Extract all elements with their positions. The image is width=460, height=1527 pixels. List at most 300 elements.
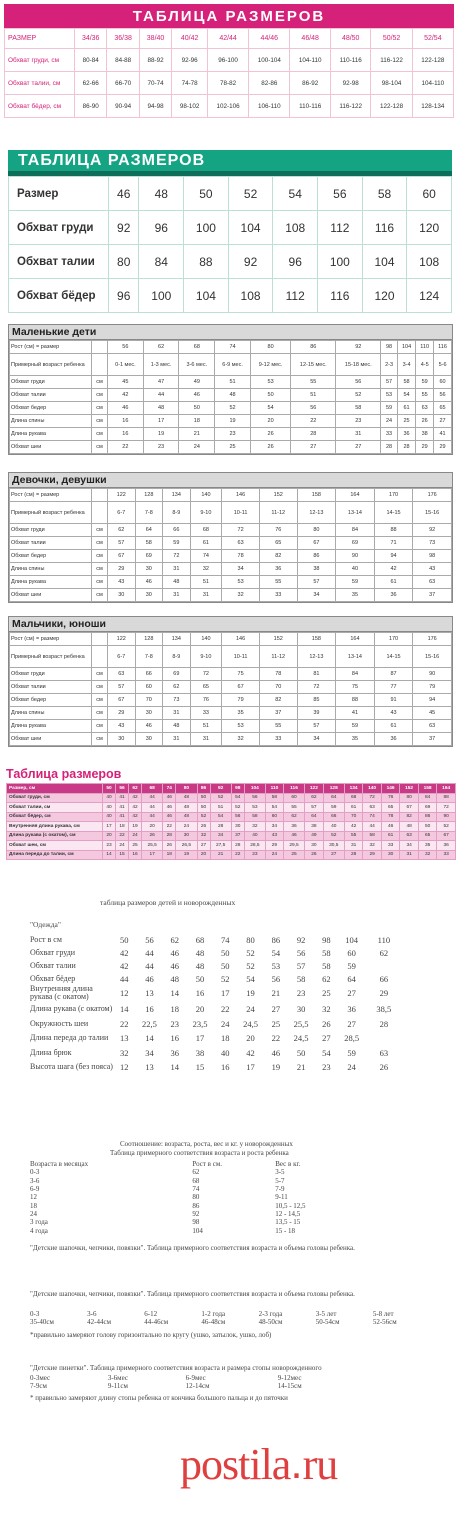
table-row — [9, 177, 452, 211]
table-cell: 84 — [418, 793, 437, 803]
table-cell: 30 — [135, 589, 163, 602]
table-row — [30, 1030, 400, 1046]
table-cell: 46 — [135, 720, 163, 733]
table-cell: 82 — [259, 694, 297, 707]
table-cell: Длина переда до талии — [30, 1033, 109, 1042]
table-cell: 34 — [222, 563, 260, 576]
table-cell: 74 — [163, 784, 176, 794]
table-cell: Обхват талии — [10, 537, 92, 550]
table-cell: 100-104 — [249, 49, 290, 72]
table-cell: 56 — [145, 934, 154, 945]
table-cell: 22 — [163, 822, 176, 832]
table-cell: 57 — [297, 576, 336, 589]
table-cell: Обхват груди — [10, 524, 92, 537]
table-cell: 62 — [163, 681, 191, 694]
booties-measure-note: * правильно замеряют длину стопы ребенка от кончика большого пальца и до пяточки — [30, 1394, 288, 1402]
table-cell: 77 — [374, 681, 413, 694]
table-cell: 82-86 — [249, 72, 290, 95]
table-cell: 22,5 — [142, 1018, 157, 1029]
table-cell: 35 — [222, 707, 260, 720]
table-cell: 39 — [297, 707, 336, 720]
table-cell: 3 года — [30, 1218, 48, 1227]
table-cell: 34 — [265, 822, 283, 832]
table-cell: 67 — [437, 831, 456, 841]
table-cell: 66 — [323, 812, 344, 822]
table-cell: 27 — [271, 1004, 281, 1014]
table-cell: 50 — [418, 822, 437, 832]
table-cell: Обхват бедер — [10, 694, 92, 707]
table-cell — [92, 502, 108, 524]
table-cell: 108 — [407, 245, 452, 279]
table-cell: 84 — [336, 524, 375, 537]
table-title: таблица размеров детей и новорожденных — [100, 898, 236, 907]
table-cell: 29 — [108, 563, 136, 576]
table-cell: 128 — [135, 489, 163, 502]
table-cell: 26 — [416, 415, 434, 428]
table-cell: 28 — [163, 831, 176, 841]
table-cell: Обхват бедер — [10, 550, 92, 563]
table-cell: 1-3 мес. — [143, 354, 179, 376]
table-cell: 92-98 — [330, 72, 371, 95]
table-cell: 50 — [197, 803, 210, 813]
table-row — [9, 245, 452, 279]
table-cell: 54 — [397, 389, 415, 402]
table-cell: 32 — [197, 831, 210, 841]
table-cell: Обхват груди — [10, 376, 92, 389]
table-cell: 74 — [215, 341, 251, 354]
table-cell: 62 — [322, 973, 331, 984]
table-cell: 80 — [250, 341, 290, 354]
table-cell: 63 — [416, 402, 434, 415]
table-cell: 152 — [259, 489, 297, 502]
table-cell: 41 — [434, 428, 452, 441]
table-cell: 63 — [363, 803, 382, 813]
table-cell: 6-12 — [144, 1310, 158, 1319]
table-cell: 28 — [381, 441, 398, 454]
table-cell: 8-9 — [163, 646, 191, 668]
table-cell: 34 — [400, 841, 419, 851]
size-grid — [9, 488, 452, 602]
table-cell: 52 — [197, 812, 210, 822]
table-cell: 90 — [437, 812, 456, 822]
table-cell: 40 — [336, 563, 375, 576]
table-cell: 6-9 — [30, 1185, 40, 1194]
table-cell: 170 — [374, 633, 413, 646]
table-cell: 52 — [323, 831, 344, 841]
table-cell: 67 — [222, 681, 260, 694]
table-cell: 146 — [222, 489, 260, 502]
table-cell: 25 — [397, 415, 415, 428]
table-row — [7, 831, 456, 841]
table-row — [10, 589, 452, 602]
table-cell: 86 — [297, 550, 336, 563]
table-cell: 62 — [305, 793, 324, 803]
table-cell: 19 — [176, 850, 197, 860]
table-cell: 27 — [322, 1033, 331, 1043]
table-cell: 92 — [413, 524, 452, 537]
table-cell: 56 — [231, 812, 244, 822]
table-cell: 37 — [413, 589, 452, 602]
table-cell: 16 — [195, 988, 205, 998]
table-cell: 54 — [250, 402, 290, 415]
table-cell: 12 — [119, 988, 129, 998]
table-cell: 80 — [109, 245, 139, 279]
table-row — [10, 681, 452, 694]
table-cell: 120 — [362, 279, 407, 313]
table-row — [30, 1185, 360, 1193]
table-cell: 31 — [344, 841, 363, 851]
table-cell: Обхват бедер — [10, 402, 92, 415]
table-cell: 19 — [215, 415, 251, 428]
table-cell: 112 — [273, 279, 318, 313]
table-cell: 72 — [222, 524, 260, 537]
table-cell: 57 — [108, 681, 136, 694]
table-cell: 57 — [305, 803, 324, 813]
table-cell: 50-54см — [315, 1318, 340, 1327]
table-cell: 55 — [259, 720, 297, 733]
table-cell: 40 — [103, 793, 116, 803]
table-cell: Обхват талии — [9, 245, 109, 279]
table-cell: 31 — [190, 589, 222, 602]
table-cell: 96 — [273, 245, 318, 279]
table-cell: 90 — [336, 550, 375, 563]
table-cell: 30,5 — [323, 841, 344, 851]
table-cell: 31 — [400, 850, 419, 860]
table-cell: 24 — [265, 850, 283, 860]
table-cell: 32 — [119, 1047, 129, 1058]
table-cell: 23 — [244, 850, 265, 860]
table-cell: 46 — [170, 947, 179, 958]
table-cell: 60 — [265, 812, 283, 822]
table-cell: 52 — [221, 973, 230, 984]
table-cell: 38 — [305, 822, 324, 832]
table-cell: Обхват бёдер — [9, 279, 109, 313]
table-row — [7, 822, 456, 832]
table-cell: 40 — [103, 803, 116, 813]
table-cell: 30 — [135, 707, 163, 720]
table-cell: 18 — [30, 1201, 37, 1210]
table-cell: 104 — [397, 341, 415, 354]
table-cell: 86-92 — [290, 72, 331, 95]
table-cell: 68 — [344, 793, 363, 803]
table-row — [10, 646, 452, 668]
table-cell: 61 — [374, 576, 413, 589]
table-cell: 51 — [190, 576, 222, 589]
table-cell: 46 — [108, 402, 144, 415]
postila-watermark — [180, 1440, 440, 1488]
table-cell: 15-16 — [413, 646, 452, 668]
table-cell: 10-11 — [222, 646, 260, 668]
table-cell: Возраста в месяцах — [30, 1160, 89, 1169]
booties-table — [30, 1374, 370, 1391]
table-cell: 67 — [108, 694, 136, 707]
table-cell: 48 — [176, 793, 197, 803]
table-row — [30, 1193, 360, 1201]
table-cell: 96 — [109, 279, 139, 313]
table-cell: 140 — [190, 489, 222, 502]
size-grid — [6, 783, 456, 860]
table-cell: 62 — [143, 341, 179, 354]
table-title: ТАБЛИЦА РАЗМЕРОВ — [8, 150, 452, 176]
table-cell: 12 — [119, 1062, 129, 1072]
table-cell: см — [92, 707, 108, 720]
table-cell: 57 — [296, 960, 306, 971]
table-cell: 67 — [297, 537, 336, 550]
table-cell: 70 — [259, 681, 297, 694]
table-cell: 52 — [210, 793, 231, 803]
table-cell: 42 — [129, 793, 142, 803]
table-cell: 24 — [221, 1018, 230, 1029]
table-cell: 92 — [192, 1209, 200, 1218]
postila-logo: postila — [180, 1439, 291, 1489]
table-cell: 14 — [170, 988, 179, 998]
table-cell: 42 — [108, 389, 144, 402]
table-cell: 50 — [184, 177, 229, 211]
table-cell: 22 — [108, 441, 144, 454]
table-cell: 35 — [418, 841, 437, 851]
table-cell: Рост в см. — [192, 1160, 222, 1169]
table-cell: 59 — [336, 720, 375, 733]
table-cell: 78 — [222, 550, 260, 563]
table-cell: 50 — [250, 389, 290, 402]
table-cell: 26 — [142, 831, 163, 841]
table-cell: Размер, см — [7, 784, 103, 794]
table-cell: Внутренняя длина рукава, см — [7, 822, 103, 832]
table-cell: 34 — [297, 589, 336, 602]
table-cell: 48 — [163, 720, 191, 733]
table-cell: Обхват шеи — [10, 441, 92, 454]
table-row — [10, 707, 452, 720]
table-title: Маленькие дети — [9, 325, 452, 340]
table-cell: 66 — [163, 524, 191, 537]
table-cell: 42 — [129, 812, 142, 822]
table-cell: 56 — [271, 973, 281, 984]
table-cell: 24,5 — [243, 1018, 258, 1029]
table-cell: 27 — [323, 850, 344, 860]
table-cell: 50 — [221, 960, 230, 971]
hats-note-1: "Детские шапочки, чепчики, повязки". Таблица примерного соответствия возраста и объема головы ребенка. — [30, 1244, 355, 1252]
table-cell: 134 — [163, 633, 191, 646]
size-grid — [9, 632, 452, 746]
table-cell: Примерный возраст ребенка — [10, 354, 92, 376]
table-cell: 44 — [143, 389, 179, 402]
table-cell: 56 — [296, 947, 306, 958]
table-cell: Вес в кг. — [275, 1160, 301, 1169]
table-cell: 23 — [215, 428, 251, 441]
table-cell: 50 — [197, 793, 210, 803]
table-cell: 37 — [413, 733, 452, 746]
table-cell: 49 — [305, 831, 324, 841]
table-cell: 56 — [116, 784, 129, 794]
table-cell: 70-74 — [139, 72, 171, 95]
table-cell: 48-50см — [258, 1318, 283, 1327]
table-cell: 86 — [271, 934, 281, 945]
table-cell: 13 — [145, 988, 154, 998]
table-cell: 31 — [163, 563, 191, 576]
table-cell: 63 — [413, 576, 452, 589]
table-cell: 86 — [418, 812, 437, 822]
table-cell: см — [92, 537, 108, 550]
table-row — [30, 1218, 360, 1226]
table-cell: 116 — [434, 341, 452, 354]
table-cell: Обхват бёдер, см — [7, 812, 103, 822]
table-cell: 32 — [244, 822, 265, 832]
table-row — [30, 1310, 430, 1318]
table-row — [30, 985, 400, 1001]
table-cell: см — [92, 576, 108, 589]
table-cell: 57 — [297, 720, 336, 733]
table-cell: 22 — [116, 831, 129, 841]
table-cell: 65 — [190, 681, 222, 694]
size-grid — [4, 28, 454, 118]
table-cell: 55 — [291, 376, 336, 389]
table-cell: 43 — [108, 720, 136, 733]
table-cell: 32 — [222, 733, 260, 746]
table-cell: Рост (см) = размер — [10, 489, 92, 502]
table-cell: 58 — [322, 947, 331, 958]
table-cell: 27,5 — [210, 841, 231, 851]
table-cell: 58 — [296, 973, 306, 984]
table-cell: 110 — [377, 934, 391, 945]
table-cell: 3-6 — [87, 1310, 97, 1319]
table-cell: 88 — [374, 524, 413, 537]
table-cell: 60 — [283, 793, 304, 803]
table-cell: 36 — [397, 428, 415, 441]
table-cell: 38,5 — [376, 1004, 392, 1014]
table-cell: 41 — [116, 812, 129, 822]
table-cell: 33 — [437, 850, 456, 860]
table-cell: см — [92, 550, 108, 563]
table-cell: 44 — [145, 960, 154, 971]
table-cell: Длина рукава (с окатом) — [30, 1004, 113, 1013]
table-cell: 48 — [170, 973, 179, 984]
table-cell: 56 — [291, 402, 336, 415]
table-cell: 0-3мес — [30, 1374, 51, 1383]
table-row — [30, 946, 400, 959]
table-cell: 7-9см — [30, 1382, 47, 1391]
table-cell: 46 — [109, 177, 139, 211]
table-cell: 20 — [195, 1004, 205, 1014]
table-cell: 40 — [244, 831, 265, 841]
table-cell: 32 — [322, 1004, 331, 1014]
table-cell: Обхват груди, см — [5, 49, 75, 72]
table-cell: см — [92, 733, 108, 746]
size-table-women-teal — [8, 150, 452, 313]
table-cell: 67 — [400, 803, 419, 813]
table-cell: 110 — [416, 341, 434, 354]
table-row — [10, 524, 452, 537]
table-cell: 42 — [129, 803, 142, 813]
table-cell: 31 — [163, 707, 191, 720]
table-cell: 69 — [418, 803, 437, 813]
table-cell: см — [92, 389, 108, 402]
table-cell: 76 — [381, 793, 400, 803]
table-cell: 42 — [344, 822, 363, 832]
table-cell: см — [92, 720, 108, 733]
table-cell: 27 — [336, 441, 381, 454]
table-row — [5, 49, 454, 72]
table-cell: 9-12 мес. — [250, 354, 290, 376]
table-cell: 110 — [265, 784, 283, 794]
table-cell: 68 — [195, 934, 205, 945]
table-cell: 9-12мес — [277, 1374, 302, 1383]
table-cell: Длина рукава — [10, 576, 92, 589]
table-cell: 0-1 мес. — [108, 354, 144, 376]
table-cell: 61 — [381, 831, 400, 841]
table-cell: Обхват талии, см — [7, 803, 103, 813]
size-table-girls — [8, 472, 453, 603]
table-cell: 158 — [297, 633, 336, 646]
table-cell: 16 — [108, 415, 144, 428]
table-cell: 55 — [344, 831, 363, 841]
table-row — [10, 668, 452, 681]
table-cell: 10,5 - 12,5 — [275, 1201, 306, 1210]
table-cell: 42 — [246, 1047, 255, 1058]
table-cell: 21 — [271, 988, 281, 998]
table-cell: 104 — [244, 784, 265, 794]
table-row — [30, 1001, 400, 1017]
table-cell: 69 — [163, 668, 191, 681]
table-cell: 88 — [336, 694, 375, 707]
table-row — [5, 29, 454, 49]
table-cell: 3-5 — [275, 1168, 285, 1177]
table-cell: 14-15см — [277, 1382, 302, 1391]
table-cell: 14 — [119, 1004, 129, 1014]
table-cell: 92-96 — [172, 49, 208, 72]
table-cell: 38 — [195, 1047, 205, 1058]
table-cell: 46 — [163, 793, 176, 803]
table-cell: 1-2 года — [201, 1310, 226, 1319]
table-cell: Обхват талии — [30, 960, 76, 970]
table-cell: 57 — [381, 376, 398, 389]
table-cell: 92 — [336, 341, 381, 354]
section-subtitle: Таблица примерного соответствия возраста и роста ребенка — [110, 1149, 289, 1157]
table-cell: 44 — [142, 803, 163, 813]
table-cell: 76 — [190, 694, 222, 707]
table-cell: 25,5 — [293, 1018, 309, 1029]
table-cell: 120 — [407, 211, 452, 245]
table-cell: 3-4 — [397, 354, 415, 376]
table-row — [10, 502, 452, 524]
table-cell: 14-15 — [374, 646, 413, 668]
table-row — [30, 1017, 400, 1030]
table-cell: 58 — [397, 376, 415, 389]
table-row — [10, 576, 452, 589]
table-cell: Высота шага (без пояса) — [30, 1062, 113, 1071]
table-row — [10, 341, 452, 354]
table-cell: 84-88 — [107, 49, 139, 72]
table-cell: 27 — [291, 441, 336, 454]
table-cell: 23,5 — [192, 1018, 208, 1029]
table-cell: 50 — [179, 402, 215, 415]
table-cell: 11-12 — [259, 502, 297, 524]
table-cell: 53 — [250, 376, 290, 389]
table-cell: 56 — [318, 177, 363, 211]
table-row — [7, 803, 456, 813]
table-cell: 61 — [374, 720, 413, 733]
table-cell: 59 — [347, 960, 356, 971]
table-cell: 16 — [170, 1033, 179, 1043]
table-cell: Длина рукава — [10, 720, 92, 733]
table-cell: 112 — [318, 211, 363, 245]
table-cell: 72 — [190, 668, 222, 681]
table-cell: 44-46см — [144, 1318, 169, 1327]
table-cell: 36 — [283, 822, 304, 832]
table-row — [7, 841, 456, 851]
table-cell: 65 — [381, 803, 400, 813]
table-cell: 24 — [179, 441, 215, 454]
table-cell: 30 — [381, 850, 400, 860]
